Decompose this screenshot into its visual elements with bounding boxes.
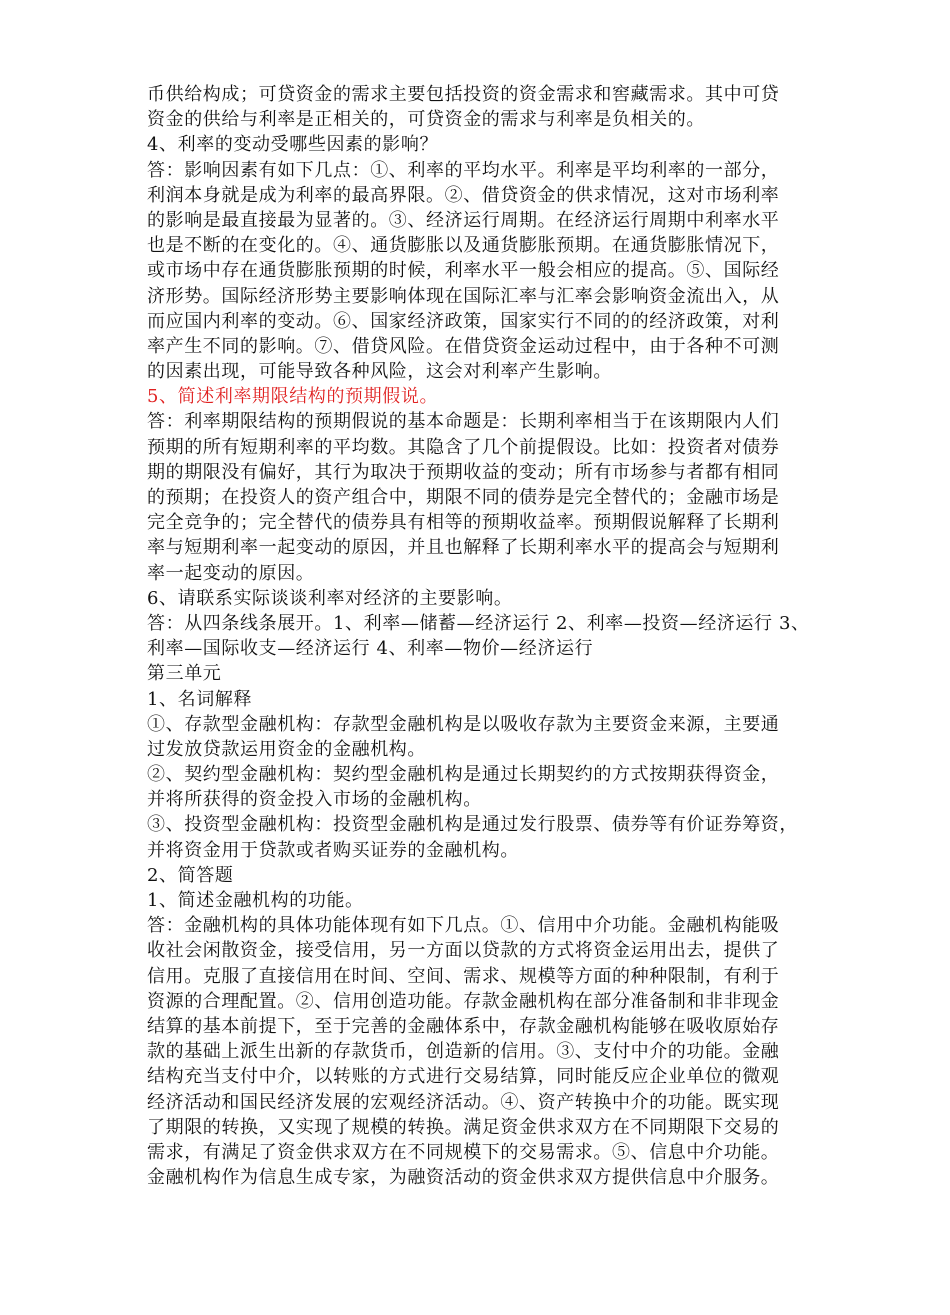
definition-line: ①、存款型金融机构：存款型金融机构是以吸收存款为主要资金来源，主要通 <box>147 713 780 735</box>
answer-line: 答：从四条线条展开。1、利率—储蓄—经济运行 2、利率—投资—经济运行 3、 <box>147 612 810 634</box>
text-line: 率与短期利率一起变动的原因，并且也解释了长期利率水平的提高会与短期利 <box>147 537 780 559</box>
text-line: 利率—国际收支—经济运行 4、利率—物价—经济运行 <box>147 638 594 660</box>
text-line: 需求，有满足了资金供求双方在不同规模下的交易需求。⑤、信息中介功能。 <box>147 1141 780 1163</box>
text-line: 信用。克服了直接信用在时间、空间、需求、规模等方面的种种限制，有利于 <box>147 965 780 987</box>
text-line: 了期限的转换，又实现了规模的转换。满足资金供求双方在不同期限下交易的 <box>147 1116 780 1138</box>
text-line: 并将所获得的资金投入市场的金融机构。 <box>147 789 482 811</box>
answer-line: 答：利率期限结构的预期假说的基本命题是：长期利率相当于在该期限内人们 <box>147 411 780 433</box>
definition-line: ②、契约型金融机构：契约型金融机构是通过长期契约的方式按期获得资金， <box>147 764 780 786</box>
question-heading: 4、利率的变动受哪些因素的影响？ <box>147 134 439 156</box>
text-line: 完全竞争的；完全替代的债券具有相等的预期收益率。预期假说解释了长期利 <box>147 512 780 534</box>
text-line: 收社会闲散资金，接受信用，另一方面以贷款的方式将资金运用出去，提供了 <box>147 940 780 962</box>
text-line: 率一起变动的原因。 <box>147 562 315 584</box>
text-line: 的影响是最直接最为显著的。③、经济运行周期。在经济运行周期中利率水平 <box>147 209 780 231</box>
text-line: 金融机构作为信息生成专家，为融资活动的资金供求双方提供信息中介服务。 <box>147 1167 780 1189</box>
question-heading: 1、简述金融机构的功能。 <box>147 890 364 911</box>
text-line: 过发放贷款运用资金的金融机构。 <box>147 738 426 760</box>
document-body <box>147 82 815 1190</box>
subsection-heading: 1、名词解释 <box>147 688 253 710</box>
text-line: 资金的供给与利率是正相关的，可贷资金的需求与利率是负相关的。 <box>147 109 705 131</box>
answer-line: 答：影响因素有如下几点：①、利率的平均水平。利率是平均利率的一部分， <box>147 159 780 181</box>
text-line: 并将资金用于贷款或者购买证券的金融机构。 <box>147 839 519 861</box>
text-line: 的因素出现，可能导致各种风险，这会对利率产生影响。 <box>147 361 612 383</box>
question-heading: 6、请联系实际谈谈利率对经济的主要影响。 <box>147 587 513 609</box>
text-line: 的预期；在投资人的资产组合中，期限不同的债券是完全替代的；金融市场是 <box>147 487 780 508</box>
text-line: 而应国内利率的变动。⑥、国家经济政策，国家实行不同的的经济政策，对利 <box>147 310 780 332</box>
section-heading: 第三单元 <box>147 663 222 685</box>
text-line: 经济活动和国民经济发展的宏观经济活动。④、资产转换中介的功能。既实现 <box>147 1091 780 1113</box>
text-line: 或市场中存在通货膨胀预期的时候，利率水平一般会相应的提高。⑤、国际经 <box>147 260 780 282</box>
text-line: 款的基础上派生出新的存款货币，创造新的信用。③、支付中介的功能。金融 <box>147 1041 780 1063</box>
text-line: 币供给构成；可贷资金的需求主要包括投资的资金需求和窖藏需求。其中可贷 <box>147 84 780 105</box>
text-line: 利润本身就是成为利率的最高界限。②、借贷资金的供求情况，这对市场利率 <box>147 184 780 206</box>
text-line: 期的期限没有偏好，其行为取决于预期收益的变动；所有市场参与者都有相同 <box>147 461 780 483</box>
text-line: 结算的基本前提下，至于完善的金融体系中，存款金融机构能够在吸收原始存 <box>147 1015 780 1037</box>
text-line: 济形势。国际经济形势主要影响体现在国际汇率与汇率会影响资金流出入，从 <box>147 285 780 307</box>
text-line: 结构充当支付中介，以转账的方式进行交易结算，同时能反应企业单位的微观 <box>147 1066 780 1088</box>
definition-line: ③、投资型金融机构：投资型金融机构是通过发行股票、债券等有价证券筹资， <box>147 814 798 836</box>
text-line: 率产生不同的影响。⑦、借贷风险。在借贷资金运动过程中，由于各种不可测 <box>147 335 780 357</box>
text-line: 也是不断的在变化的。④、通货膨胀以及通货膨胀预期。在通货膨胀情况下， <box>147 235 780 257</box>
text-line: 资源的合理配置。②、信用创造功能。存款金融机构在部分准备制和非非现金 <box>147 990 780 1012</box>
text-line: 预期的所有短期利率的平均数。其隐含了几个前提假设。比如：投资者对债券 <box>147 436 780 458</box>
subsection-heading: 2、简答题 <box>147 864 234 886</box>
highlighted-question-heading: 5、简述利率期限结构的预期假说。 <box>147 386 439 408</box>
answer-line: 答：金融机构的具体功能体现有如下几点。①、信用中介功能。金融机构能吸 <box>147 915 780 937</box>
